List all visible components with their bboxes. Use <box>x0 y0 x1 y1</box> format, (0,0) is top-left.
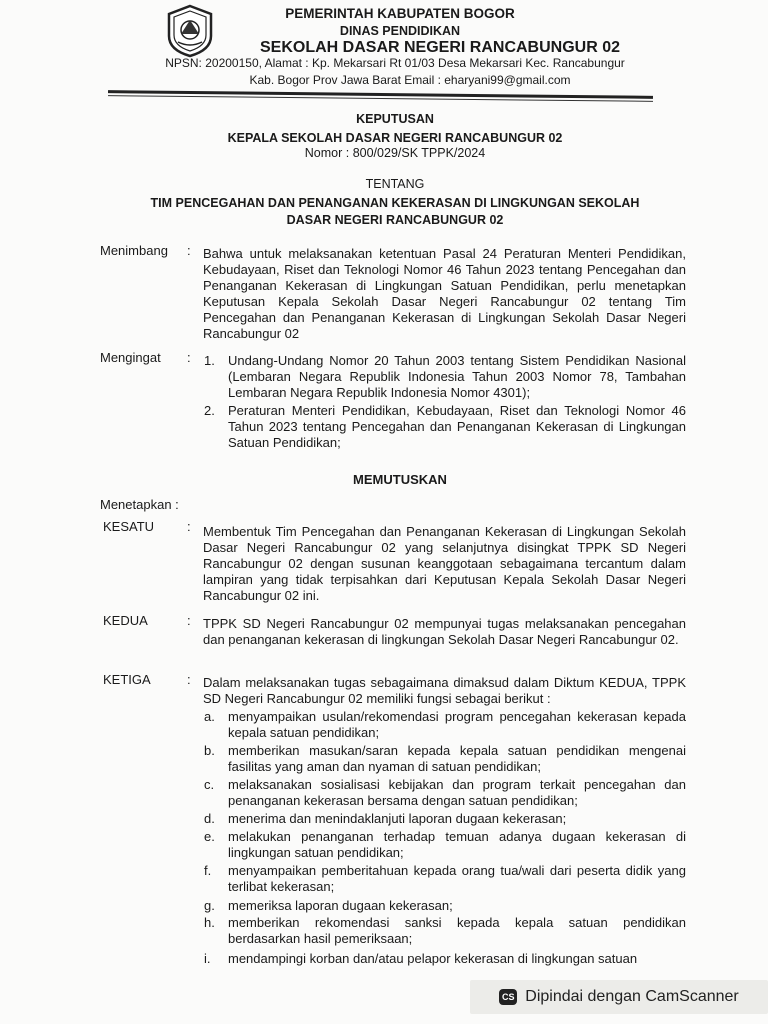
mengingat-item-2: Peraturan Menteri Pendidikan, Kebudayaan, Riset dan Teknologi Nomor 46 Tahun 2023 tentang Pencegahan dan Penanganan Kekerasan di Lingkungan Satuan Pendidikan; <box>228 403 686 450</box>
menimbang-text: Bahwa untuk melaksanakan ketentuan Pasal 24 Peraturan Menteri Pendidikan, Kebudayaan, Riset dan Teknologi Nomor 46 Tahun 2023 tentang Pencegahan dan Penanganan Kekerasan di Lingkungan Satuan Pendidikan, perlu menetapkan Keputusan Kepala Sekolah Dasar Negeri Rancabungur 02 tentang Tim Pencegahan dan Penanganan Kekerasan di Lingkungan Sekolah Dasar Negeri Rancabungur 02 <box>203 246 686 341</box>
mengingat-colon: : <box>187 350 191 365</box>
kedua-label: KEDUA <box>103 613 148 628</box>
heading-nomor: Nomor : 800/029/SK TPPK/2024 <box>304 146 486 160</box>
kop-email: Kab. Bogor Prov Jawa Barat Email : eharyani99@gmail.com <box>249 73 571 87</box>
ketiga-colon: : <box>187 672 191 687</box>
mengingat-num-1: 1. <box>204 353 215 368</box>
heading-judul <box>100 195 690 229</box>
mengingat-num-2: 2. <box>204 403 215 418</box>
ketiga-num-g: g. <box>204 898 215 913</box>
menimbang-colon: : <box>187 243 191 258</box>
ketiga-label: KETIGA <box>103 672 151 687</box>
heading-judul-line2: DASAR NEGERI RANCABUNGUR 02 <box>286 213 504 227</box>
ketiga-num-c: c. <box>204 777 215 792</box>
ketiga-num-d: d. <box>204 811 215 826</box>
ketiga-item-d: menerima dan menindaklanjuti laporan dugaan kekerasan; <box>228 811 567 826</box>
ketiga-num-b: b. <box>204 743 215 758</box>
ketiga-num-i: i. <box>204 951 211 966</box>
heading-keputusan: KEPUTUSAN <box>356 112 434 126</box>
kedua-colon: : <box>187 613 191 628</box>
kesatu-label: KESATU <box>103 519 155 534</box>
camscanner-text: Dipindai dengan CamScanner <box>525 988 739 1005</box>
ketiga-item-a: menyampaikan usulan/rekomendasi program pencegahan kekerasan kepada kepala satuan pendidikan; <box>228 709 686 740</box>
heading-tentang: TENTANG <box>365 177 425 191</box>
ketiga-item-c: melaksanakan sosialisasi kebijakan dan program terkait pencegahan dan penanganan kekerasan bersama dengan satuan pendidikan; <box>228 777 686 808</box>
camscanner-icon: CS <box>499 989 517 1005</box>
ketiga-num-h: h. <box>204 915 215 930</box>
kop-sekolah: SEKOLAH DASAR NEGERI RANCABUNGUR 02 <box>259 39 621 56</box>
ketiga-item-e: melakukan penanganan terhadap temuan adanya dugaan kekerasan di lingkungan satuan pendidikan; <box>228 829 686 860</box>
kop-alamat: NPSN: 20200150, Alamat : Kp. Mekarsari Rt 01/03 Desa Mekarsari Kec. Rancabungur <box>165 56 625 70</box>
kesatu-text: Membentuk Tim Pencegahan dan Penanganan Kekerasan di Lingkungan Sekolah Dasar Negeri Rancabungur 02 yang selanjutnya disingkat TPPK SD Negeri Rancabungur 02 dengan susunan keanggotaan sebagaimana tercantum dalam lampiran yang tidak terpisahkan dari Keputusan Kepala Sekolah Dasar Negeri Rancabungur 02 ini. <box>203 524 686 603</box>
ketiga-num-f: f. <box>204 863 212 878</box>
kedua-text: TPPK SD Negeri Rancabungur 02 mempunyai tugas melaksanakan pencegahan dan penanganan kekerasan di lingkungan Sekolah Dasar Negeri Rancabungur 02. <box>203 616 686 647</box>
ketiga-item-g: memeriksa laporan dugaan kekerasan; <box>228 898 453 913</box>
ketiga-item-h: memberikan rekomendasi sanksi kepada kepala satuan pendidikan berdasarkan hasil pemeriksaan; <box>228 915 686 946</box>
camscanner-watermark <box>470 980 768 1014</box>
kop-pemerintah: PEMERINTAH KABUPATEN BOGOR <box>285 6 515 21</box>
menimbang-label: Menimbang <box>100 243 168 258</box>
ketiga-item-f: menyampaikan pemberitahuan kepada orang tua/wali dari peserta didik yang terlibat kekerasan; <box>228 863 686 894</box>
ketiga-item-i: mendampingi korban dan/atau pelapor kekerasan di lingkungan satuan <box>228 951 638 966</box>
mengingat-label: Mengingat <box>100 350 161 365</box>
heading-kepala: KEPALA SEKOLAH DASAR NEGERI RANCABUNGUR 02 <box>227 131 563 145</box>
ketiga-num-a: a. <box>204 709 215 724</box>
ketiga-item-b: memberikan masukan/saran kepada kepala satuan pendidikan mengenai fasilitas yang aman dan nyaman di satuan pendidikan; <box>228 743 686 774</box>
ketiga-num-e: e. <box>204 829 215 844</box>
ketiga-intro: Dalam melaksanakan tugas sebagaimana dimaksud dalam Diktum KEDUA, TPPK SD Negeri Rancabungur 02 memiliki fungsi sebagai berikut : <box>203 675 686 706</box>
kesatu-colon: : <box>187 519 191 534</box>
heading-judul-line1: TIM PENCEGAHAN DAN PENANGANAN KEKERASAN DI LINGKUNGAN SEKOLAH <box>150 196 640 210</box>
kop-dinas: DINAS PENDIDIKAN <box>339 24 461 38</box>
mengingat-item-1: Undang-Undang Nomor 20 Tahun 2003 tentang Sistem Pendidikan Nasional (Lembaran Negara Republik Indonesia Tahun 2003 Nomor 78, Tambahan Lembaran Negara Republik Indonesia Nomor 4301); <box>228 353 686 400</box>
memutuskan-heading: MEMUTUSKAN <box>353 472 447 487</box>
menetapkan-label: Menetapkan : <box>100 497 179 512</box>
